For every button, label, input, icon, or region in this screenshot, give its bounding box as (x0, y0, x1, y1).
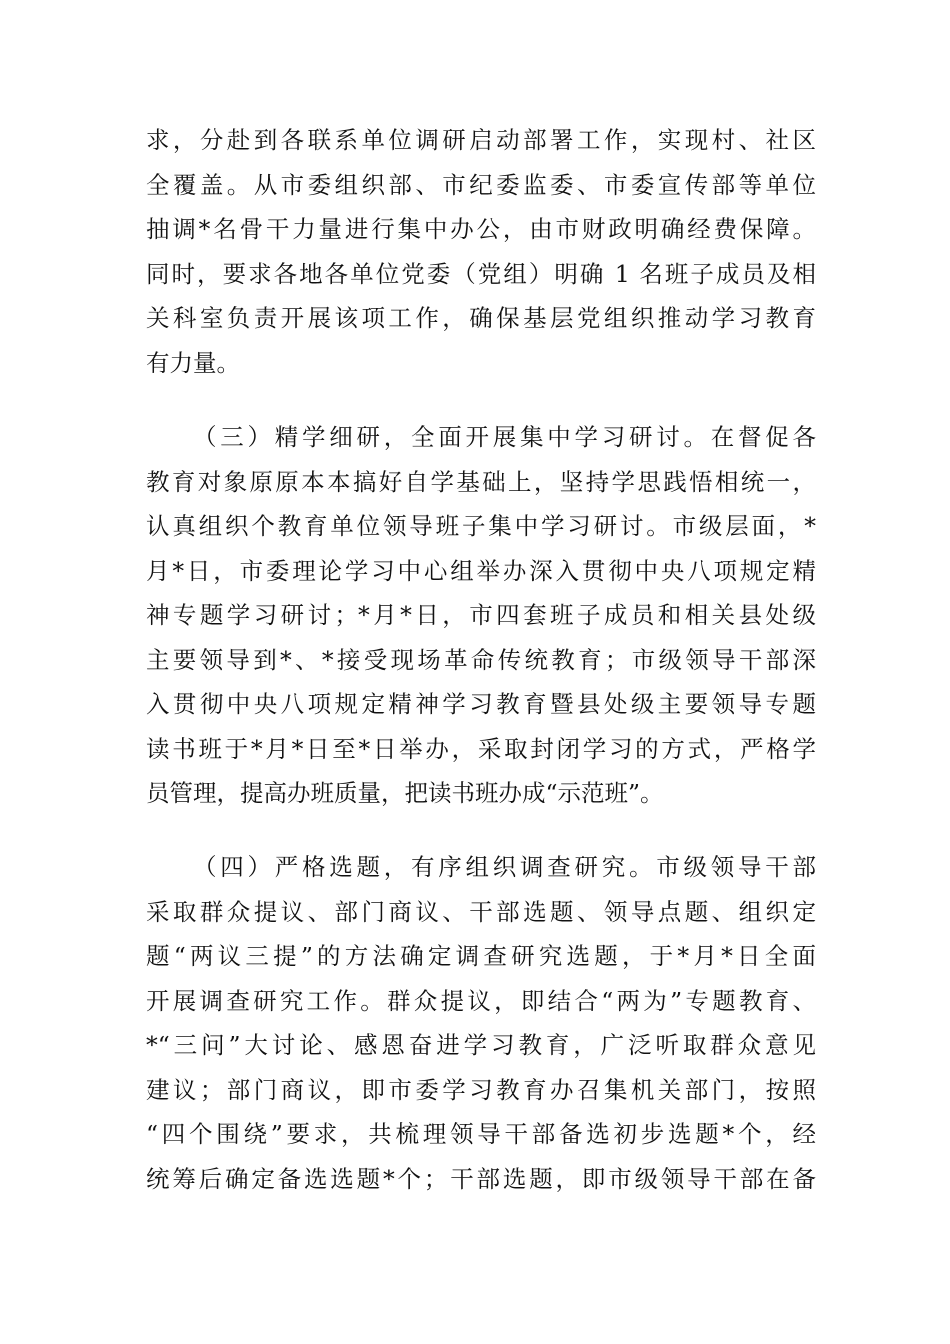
text-line: 员管理，提高办班质量，把读书班办成“示范班”。 (146, 779, 664, 807)
text-line: 入贯彻中央八项规定精神学习教育暨县处级主要领导专题 (146, 690, 816, 718)
text-line: *“三问”大讨论、感恩奋进学习教育，广泛听取群众意见 (146, 1031, 816, 1059)
paragraph-continuation (146, 118, 816, 385)
text-line: 题“两议三提”的方法确定调查研究选题，于*月*日全面 (146, 942, 816, 970)
text-line: 求，分赴到各联系单位调研启动部署工作，实现村、社区 (146, 126, 816, 154)
text-line: 全覆盖。从市委组织部、市纪委监委、市委宣传部等单位 (146, 170, 816, 199)
text-line: 开展调查研究工作。群众提议，即结合“两为”专题教育、 (146, 986, 816, 1015)
text-line: 教育对象原原本本搞好自学基础上，坚持学思践悟相统一， (146, 467, 816, 496)
section-heading-line: （三）精学细研，全面开展集中学习研讨。在督促各 (193, 423, 816, 451)
text-line: 抽调*名骨干力量进行集中办公，由市财政明确经费保障。 (146, 215, 816, 243)
text-line: 有力量。 (146, 348, 240, 377)
text-line: 主要领导到*、*接受现场革命传统教育；市级领导干部深 (146, 645, 816, 674)
text-line: 关科室负责开展该项工作，确保基层党组织推动学习教育 (146, 304, 816, 332)
text-line: 采取群众提议、部门商议、干部选题、领导点题、组织定 (146, 897, 816, 926)
text-line: 月*日，市委理论学习中心组举办深入贯彻中央八项规定精 (146, 556, 816, 585)
paragraph-section-4 (146, 845, 816, 1201)
text-line: 神专题学习研讨；*月*日，市四套班子成员和相关县处级 (146, 601, 816, 629)
text-line: 建议；部门商议，即市委学习教育办召集机关部门，按照 (146, 1075, 816, 1104)
section-heading-line: （四）严格选题，有序组织调查研究。市级领导干部 (193, 853, 816, 881)
text-line: 统筹后确定备选选题*个；干部选题，即市级领导干部在备 (146, 1164, 816, 1193)
text-line: 认真组织个教育单位领导班子集中学习研讨。市级层面，* (146, 512, 816, 540)
text-line: “四个围绕”要求，共梳理领导干部备选初步选题*个，经 (146, 1120, 816, 1148)
text-line: 同时，要求各地各单位党委（党组）明确 1 名班子成员及相 (146, 259, 816, 288)
paragraph-section-3 (146, 415, 816, 816)
text-line: 读书班于*月*日至*日举办，采取封闭学习的方式，严格学 (146, 734, 816, 763)
